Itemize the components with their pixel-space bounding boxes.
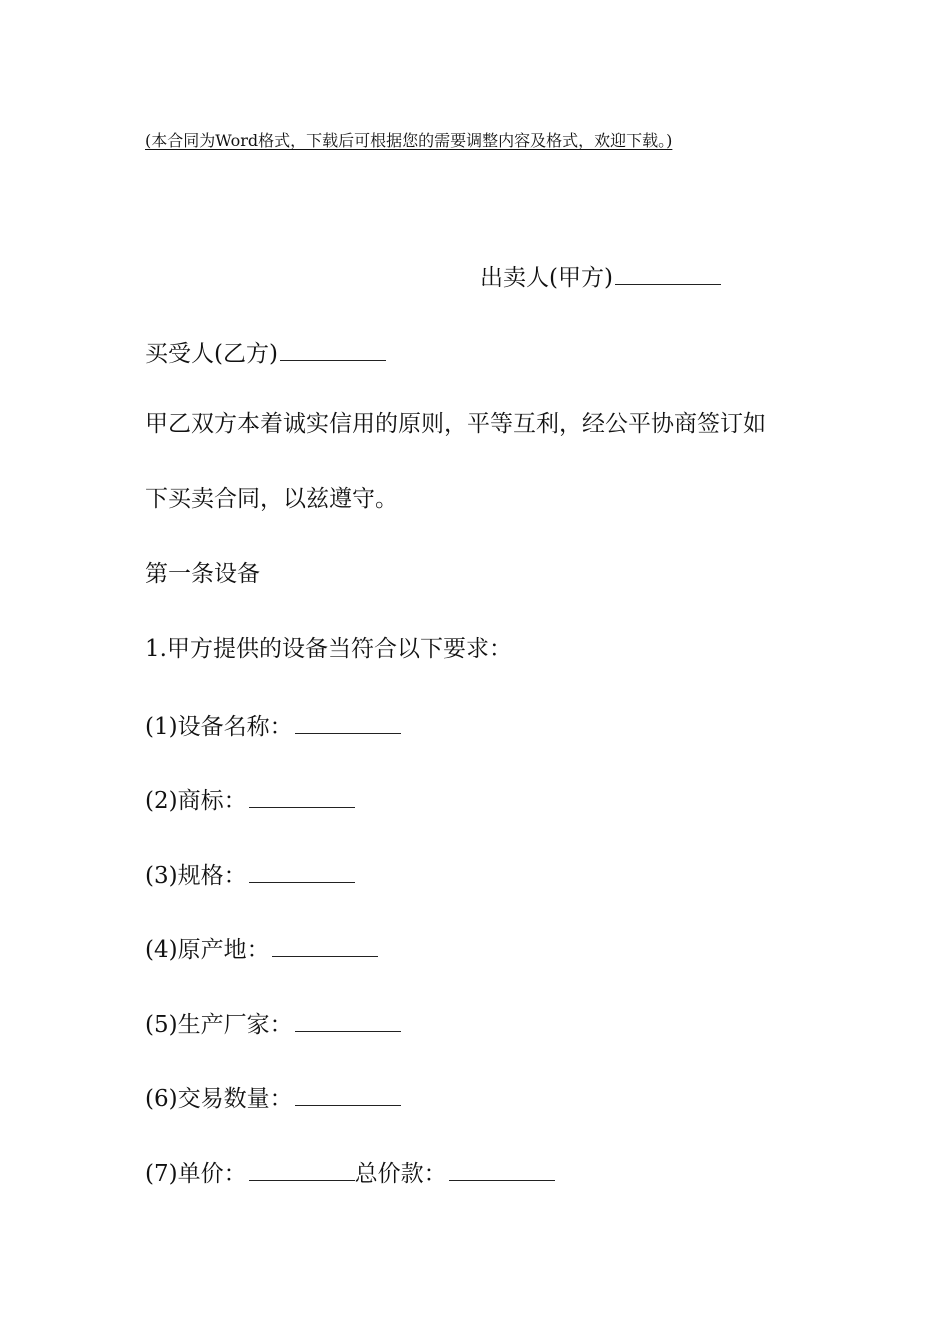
item-blank	[295, 713, 401, 734]
item-manufacturer	[145, 1011, 401, 1037]
item-label: (1)设备名称：	[145, 714, 293, 740]
item-label: (2)商标：	[145, 788, 247, 814]
item-blank	[249, 862, 355, 883]
item-label: (6)交易数量：	[145, 1086, 293, 1112]
clause-1: 1.甲方提供的设备当符合以下要求：	[145, 636, 512, 662]
seller-label: 出卖人(甲方)	[480, 265, 613, 291]
item-label: (4)原产地：	[145, 937, 270, 963]
item-label: (5)生产厂家：	[145, 1012, 293, 1038]
buyer-blank	[280, 340, 386, 361]
item-trademark	[145, 787, 355, 813]
item-equipment-name	[145, 713, 401, 739]
item-price	[145, 1160, 555, 1186]
article-1-title: 第一条设备	[145, 561, 260, 587]
item-specification	[145, 862, 355, 888]
seller-blank	[615, 264, 721, 285]
buyer-label: 买受人(乙方)	[145, 341, 278, 367]
preamble-line-1: 甲乙双方本着诚实信用的原则，平等互利，经公平协商签订如	[145, 411, 766, 437]
preamble-line-2: 下买卖合同，以兹遵守。	[145, 486, 398, 512]
item-blank	[249, 787, 355, 808]
item-label: (3)规格：	[145, 863, 247, 889]
item-blank	[272, 936, 378, 957]
seller-line	[480, 264, 721, 290]
buyer-line	[145, 340, 386, 366]
unit-price-blank	[249, 1160, 355, 1181]
format-notice: (本合同为Word格式，下载后可根据您的需要调整内容及格式，欢迎下载。)	[145, 131, 673, 150]
item-blank	[295, 1085, 401, 1106]
item-quantity	[145, 1085, 401, 1111]
total-price-label: 总价款：	[354, 1161, 447, 1187]
unit-price-label: (7)单价：	[145, 1161, 247, 1187]
item-blank	[295, 1011, 401, 1032]
item-origin	[145, 936, 378, 962]
total-price-blank	[449, 1160, 555, 1181]
